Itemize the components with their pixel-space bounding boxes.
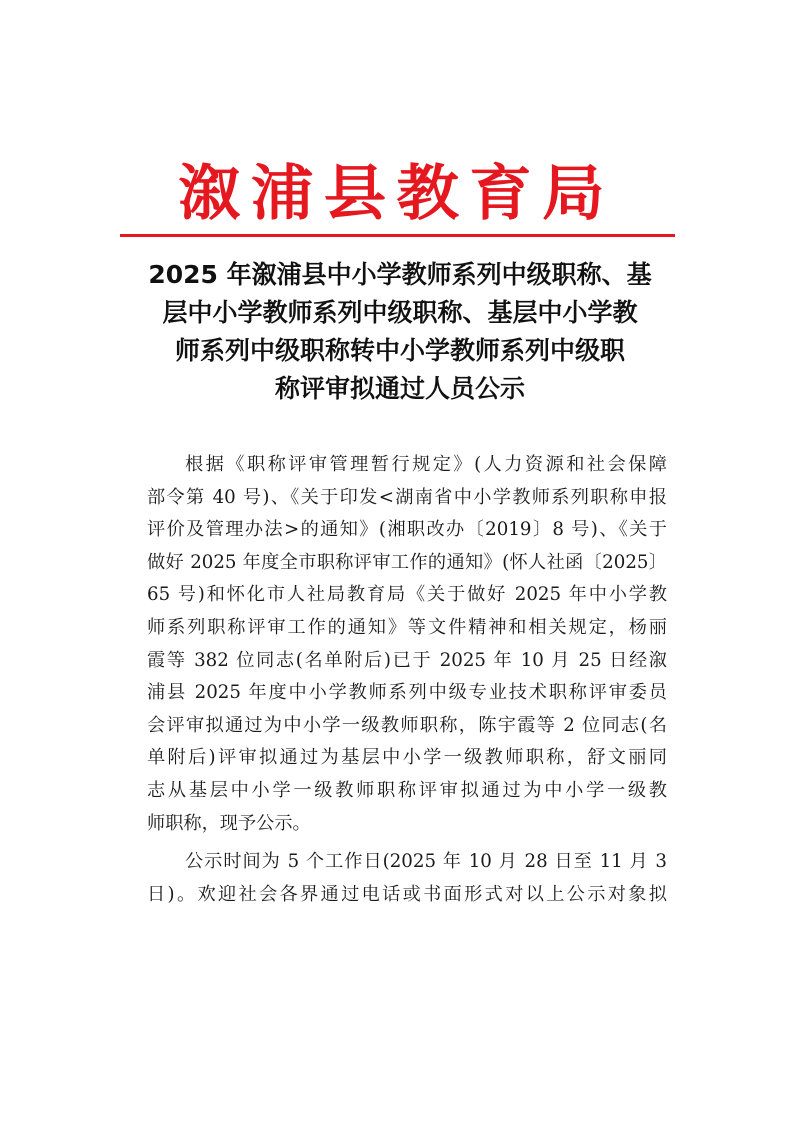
- body-line: 部令第 40 号)、《关于印发<湖南省中小学教师系列职称申报: [147, 486, 667, 508]
- title-line: 2025 年溆浦县中小学教师系列中级职称、基: [148, 260, 652, 289]
- body-line: 霞等 382 位同志(名单附后)已于 2025 年 10 月 25 日经溆: [147, 649, 667, 671]
- title-line: 称评审拟通过人员公示: [274, 374, 525, 403]
- body-line: 师系列职称评审工作的通知》等文件精神和相关规定，杨丽: [147, 616, 667, 638]
- body-line: 做好 2025 年度全市职称评审工作的通知》(怀人社函〔2025〕: [147, 551, 667, 573]
- body-line: 师职称，现予公示。: [147, 812, 311, 834]
- body-line: 日)。欢迎社会各界通过电话或书面形式对以上公示对象拟: [147, 883, 667, 905]
- body-line: 单附后)评审拟通过为基层中小学一级教师职称，舒文丽同: [147, 747, 667, 769]
- masthead-org-name: 溆浦县教育局: [178, 159, 615, 229]
- title-line: 师系列中级职称转中小学教师系列中级职: [174, 336, 625, 365]
- body-line: 会评审拟通过为中小学一级教师职称，陈宇霞等 2 位同志(名: [147, 714, 667, 736]
- body-line: 公示时间为 5 个工作日(2025 年 10 月 28 日至 11 月 3: [185, 851, 667, 873]
- document-title: [140, 256, 660, 408]
- body-line: 根据《职称评审管理暂行规定》(人力资源和社会保障: [185, 454, 667, 475]
- body-line: 浦县 2025 年度中小学教师系列中级专业技术职称评审委员: [147, 682, 667, 704]
- body-line: 评价及管理办法>的通知》(湘职改办〔2019〕8 号)、《关于: [147, 519, 667, 541]
- paragraph-basis: [147, 449, 667, 840]
- title-line: 层中小学教师系列中级职称、基层中小学教: [162, 298, 638, 327]
- paragraph-period: [147, 846, 667, 911]
- body-line: 65 号)和怀化市人社局教育局《关于做好 2025 年中小学教: [147, 584, 667, 606]
- document-body: [147, 449, 667, 911]
- masthead-red-rule: [120, 234, 675, 237]
- body-line: 志从基层中小学一级教师职称评审拟通过为中小学一级教: [147, 779, 667, 801]
